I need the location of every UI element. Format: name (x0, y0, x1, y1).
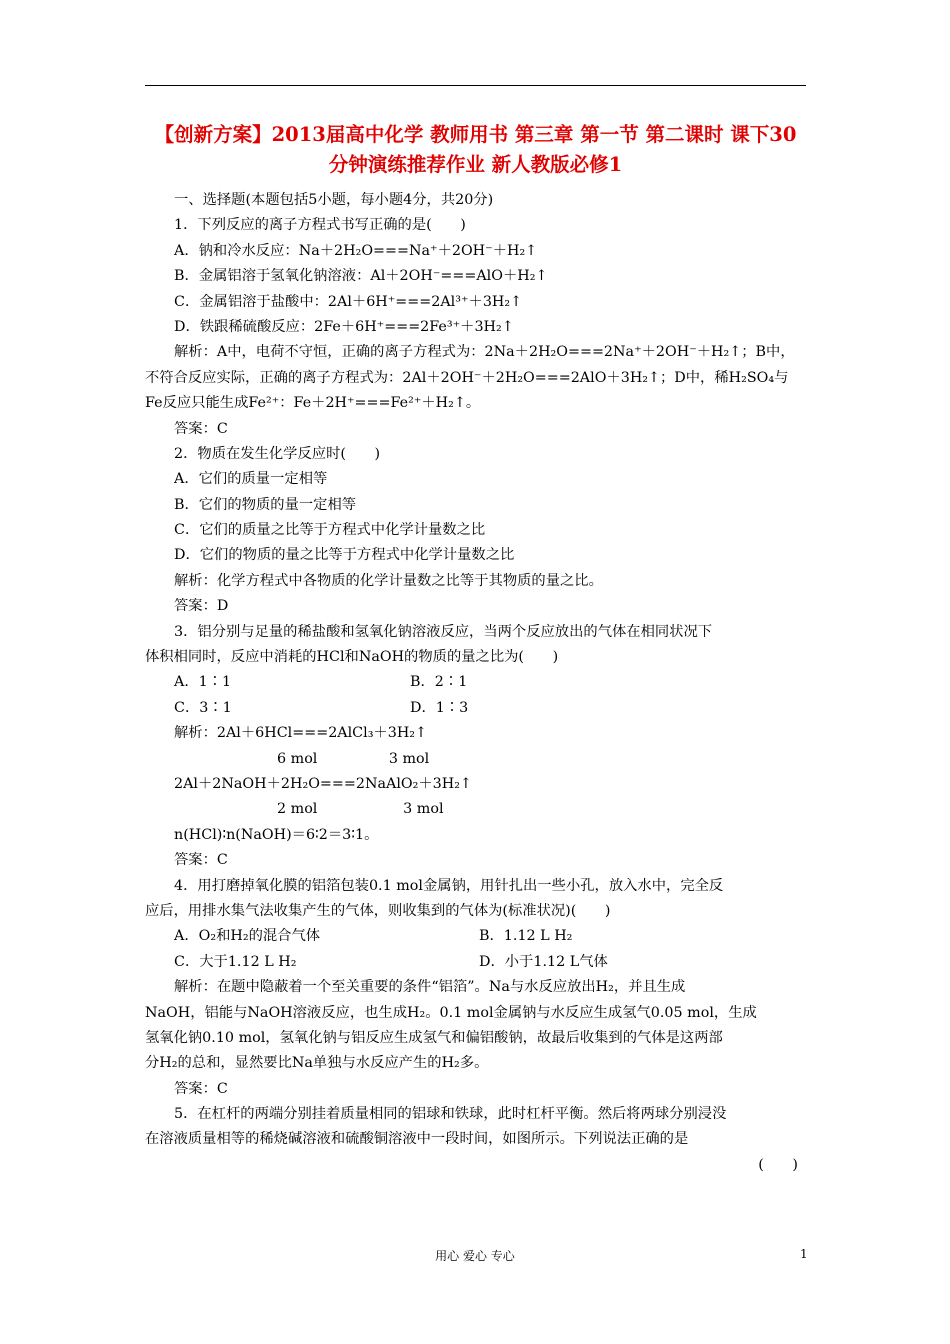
q1-option-a: A．钠和冷水反应：Na＋2H₂O===Na⁺＋2OH⁻＋H₂↑ (174, 242, 538, 259)
q3-option-c: C．3∶1 (174, 699, 232, 716)
footer-motto: 用心 爱心 专心 (435, 1249, 515, 1263)
q3-explanation-line: 6 mol 3 mol (277, 750, 430, 767)
q2-stem: 2．物质在发生化学反应时( ) (174, 445, 381, 462)
q4-explanation-line: 氢氧化钠0.10 mol，氢氧化钠与铝反应生成氢气和偏铝酸钠，故最后收集到的气体是这两部 (145, 1029, 723, 1046)
q4-explanation-line: 分H₂的总和，显然要比Na单独与水反应产生的H₂多。 (145, 1055, 489, 1072)
q3-stem-line: 体积相同时，反应中消耗的HCl和NaOH的物质的量之比为( ) (145, 649, 559, 666)
q4-answer: 答案：C (174, 1080, 228, 1097)
q4-stem-line: 应后，用排水集气法收集产生的气体，则收集到的气体为(标准状况)( ) (145, 902, 611, 919)
q3-stem-line: 3．铝分别与足量的稀盐酸和氢氧化钠溶液反应，当两个反应放出的气体在相同状况下 (174, 623, 713, 640)
q3-option-b: B．2∶1 (410, 674, 468, 691)
q4-option-b: B．1.12 L H₂ (479, 928, 573, 945)
q3-option-a: A．1∶1 (174, 674, 232, 691)
q5-stem-line: 在溶液质量相等的稀烧碱溶液和硫酸铜溶液中一段时间，如图所示。下列说法正确的是 (145, 1131, 689, 1148)
section-heading: 一、选择题(本题包括5小题，每小题4分，共20分) (174, 192, 494, 208)
q1-explanation-line: 不符合反应实际，正确的离子方程式为：2Al＋2OH⁻＋2H₂O===2AlO＋3H₂↑；D中，稀H₂SO₄与 (145, 369, 789, 386)
q1-option-d: D．铁跟稀硫酸反应：2Fe＋6H⁺===2Fe³⁺＋3H₂↑ (174, 318, 514, 335)
page-title: 【创新方案】2013届高中化学 教师用书 第三章 第一节 第二课时 课下30分钟演练推荐作业 新人教版必修1 (154, 123, 797, 176)
q2-option-a: A．它们的质量一定相等 (174, 471, 328, 488)
q1-answer: 答案：C (174, 420, 228, 437)
q3-answer: 答案：C (174, 852, 228, 869)
q4-options-row (145, 950, 806, 975)
q3-explanation-line: 2Al＋2NaOH＋2H₂O===2NaAlO₂＋3H₂↑ (174, 775, 472, 792)
header-rule (145, 85, 806, 86)
page-number: 1 (800, 1247, 808, 1261)
q1-explanation-line: 解析：A中，电荷不守恒，正确的离子方程式为：2Na＋2H₂O===2Na⁺＋2OH⁻＋H₂↑；B中， (174, 344, 795, 361)
q1-explanation-line: Fe反应只能生成Fe²⁺：Fe＋2H⁺===Fe²⁺＋H₂↑。 (145, 395, 481, 412)
q2-option-c: C．它们的质量之比等于方程式中化学计量数之比 (174, 522, 486, 539)
q3-option-d: D．1∶3 (410, 699, 469, 716)
q5-stem-line: 5．在杠杆的两端分别挂着质量相同的铝球和铁球，此时杠杆平衡。然后将两球分别浸没 (174, 1106, 727, 1123)
q4-stem-line: 4．用打磨掉氧化膜的铝箔包装0.1 mol金属钠，用针扎出一些小孔，放入水中，完全反 (174, 877, 724, 894)
q5-answer-paren: ( ) (758, 1156, 798, 1173)
q3-options-row (145, 696, 806, 721)
q2-option-b: B．它们的物质的量一定相等 (174, 496, 357, 513)
q3-explanation-line: 2 mol 3 mol (277, 801, 444, 818)
q3-options-row (145, 670, 806, 695)
q4-explanation-line: 解析：在题中隐蔽着一个至关重要的条件“铝箔”。Na与水反应放出H₂，并且生成 (174, 979, 686, 996)
q4-options-row (145, 924, 806, 949)
q2-option-d: D．它们的物质的量之比等于方程式中化学计量数之比 (174, 547, 515, 564)
document-body (145, 188, 806, 1178)
q1-option-c: C．金属铝溶于盐酸中：2Al＋6H⁺===2Al³⁺＋3H₂↑ (174, 293, 523, 310)
q4-option-a: A．O₂和H₂的混合气体 (174, 928, 321, 945)
q4-explanation-line: NaOH，铝能与NaOH溶液反应，也生成H₂。0.1 mol金属钠与水反应生成氢气0.05 mol，生成 (145, 1004, 757, 1021)
q2-answer: 答案：D (174, 598, 229, 615)
q3-explanation-line: 解析：2Al＋6HCl===2AlCl₃＋3H₂↑ (174, 725, 428, 742)
q3-explanation-line: n(HCl)∶n(NaOH)＝6∶2＝3∶1。 (174, 826, 379, 843)
q4-option-d: D．小于1.12 L气体 (479, 953, 608, 970)
q1-option-b: B．金属铝溶于氢氧化钠溶液：Al＋2OH⁻===AlO＋H₂↑ (174, 268, 548, 285)
q2-explanation: 解析：化学方程式中各物质的化学计量数之比等于其物质的量之比。 (174, 572, 603, 589)
q1-stem: 1．下列反应的离子方程式书写正确的是( ) (174, 217, 466, 234)
q4-option-c: C．大于1.12 L H₂ (174, 953, 297, 970)
